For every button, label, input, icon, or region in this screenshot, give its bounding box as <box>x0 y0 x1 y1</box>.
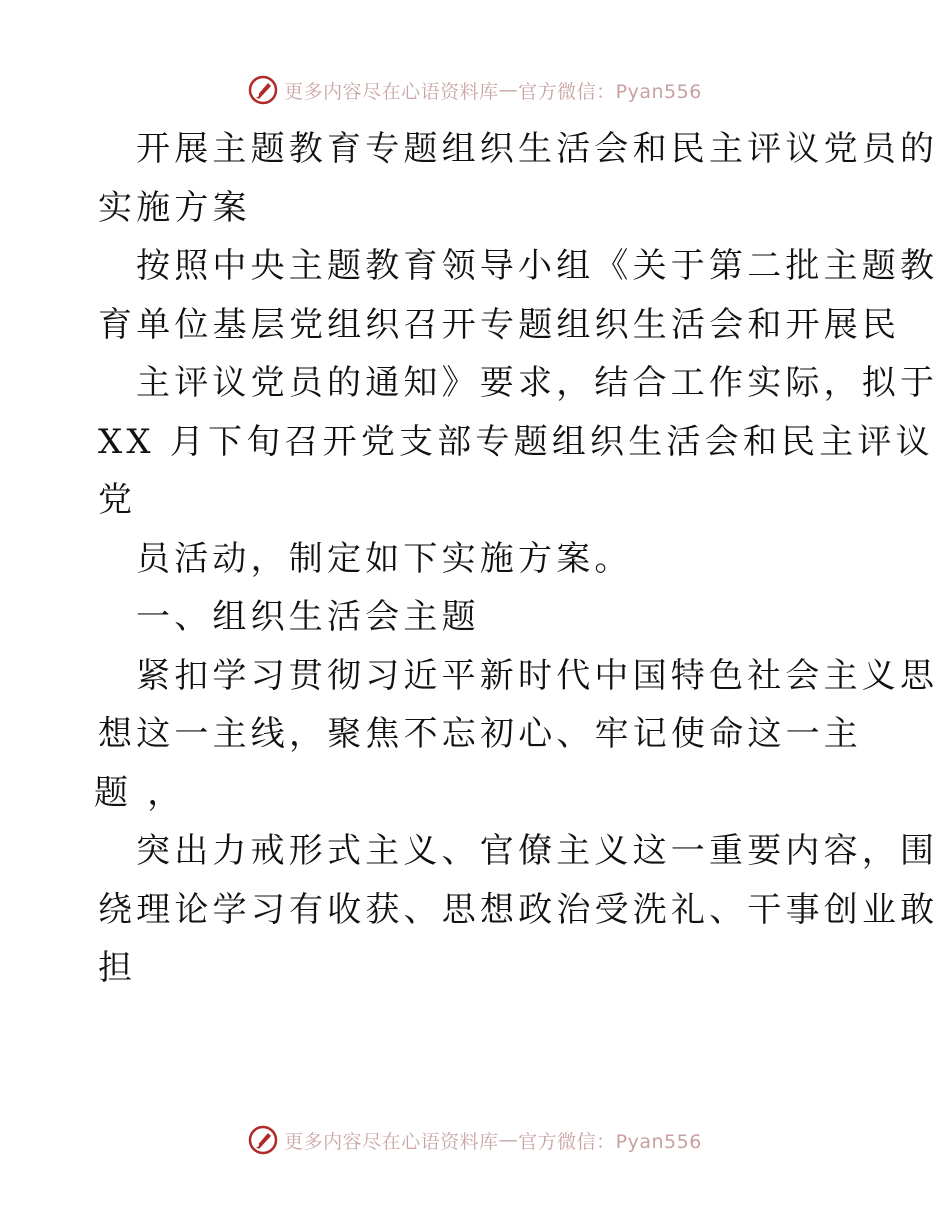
pen-logo-icon <box>248 1125 278 1155</box>
paragraph-line: 紧扣学习贯彻习近平新时代中国特色社会主义思 <box>136 655 939 696</box>
header-watermark-banner <box>0 70 950 110</box>
paragraph-line: 按照中央主题教育领导小组《关于第二批主题教 <box>136 246 939 286</box>
banner-wechat-text: 官方微信：Pyan556 <box>518 80 702 103</box>
paragraph-line: 突出力戒形式主义、官僚主义这一重要内容，围 <box>136 831 939 871</box>
paragraph-line: 党 <box>98 480 137 520</box>
title-line-1: 开展主题教育专题组织生活会和民主评议党员的 <box>136 129 939 169</box>
paragraph-line: 主评议党员的通知》要求，结合工作实际，拟于 <box>136 363 939 403</box>
paragraph-line: 想这一主线，聚焦不忘初心、牢记使命这一主 <box>98 714 862 754</box>
banner-dash: — <box>498 1129 519 1151</box>
paragraph-line: 员活动，制定如下实施方案。 <box>136 538 633 579</box>
banner-wechat-text: 官方微信：Pyan556 <box>518 1130 702 1153</box>
paragraph-line: 担 <box>98 948 137 988</box>
banner-main-text: 更多内容尽在心语资料库 <box>284 80 499 103</box>
title-line-2: 实施方案 <box>98 187 251 228</box>
pen-logo-icon <box>248 75 278 105</box>
paragraph-line: 绕理论学习有收获、思想政治受洗礼、干事创业敢 <box>98 889 939 930</box>
paragraph-line: 题 ， <box>94 772 186 813</box>
paragraph-line: XX 月下旬召开党支部专题组织生活会和民主评议 <box>98 421 934 462</box>
banner-main-text: 更多内容尽在心语资料库 <box>284 1130 499 1153</box>
paragraph-line: 育单位基层党组织召开专题组织生活会和开展民 <box>98 304 901 345</box>
section-heading: 一、组织生活会主题 <box>136 597 480 637</box>
banner-dash: — <box>498 79 519 101</box>
footer-watermark-banner <box>0 1120 950 1160</box>
document-body <box>94 120 939 998</box>
